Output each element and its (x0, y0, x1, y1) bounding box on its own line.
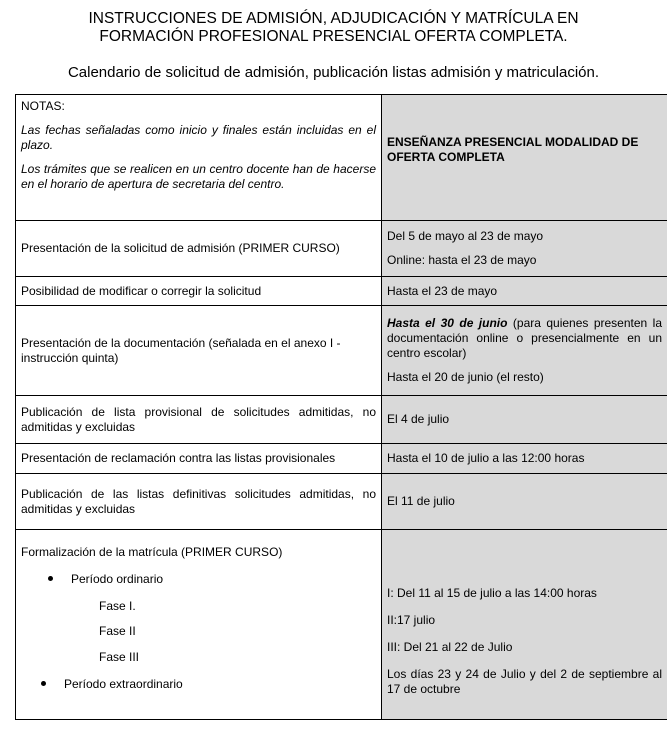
extraordinary-period-label: Período extraordinario (64, 677, 183, 691)
note-dates-included: Las fechas señaladas como inicio y finales están incluidas en el plazo. (21, 123, 376, 152)
modality-heading: ENSEÑANZA PRESENCIAL MODALIDAD DE OFERTA COMPLETA (387, 135, 639, 164)
row-value: Hasta el 23 de mayo (382, 277, 667, 306)
row-value: Del 5 de mayo al 23 de mayo (387, 229, 544, 243)
bullet-icon (41, 681, 46, 686)
table-row (16, 474, 667, 530)
row-label: Presentación de la solicitud de admisión (PRIMER CURSO) (16, 221, 382, 277)
row-label: Publicación de lista provisional de solicitudes admitidas, no admitidas y excluidas (16, 396, 382, 444)
table-row (16, 306, 667, 396)
table-row (16, 221, 667, 277)
enrollment-values-cell (382, 530, 667, 720)
row-label: Posibilidad de modificar o corregir la solicitud (16, 277, 382, 306)
row-label: Presentación de reclamación contra las listas provisionales (16, 444, 382, 474)
table-row (16, 396, 667, 444)
row-value-cell (382, 306, 667, 396)
modality-heading-cell (382, 95, 667, 221)
row-value: Online: hasta el 23 de mayo (387, 253, 537, 267)
phase-label: Fase II (99, 624, 136, 638)
table-row (16, 530, 667, 720)
row-value: Hasta el 20 de junio (el resto) (387, 370, 544, 384)
row-value (387, 316, 662, 361)
row-value-emphasis: Hasta el 30 de junio (387, 316, 508, 330)
document-title (0, 10, 667, 46)
enrollment-cell (16, 530, 382, 720)
note-office-hours: Los trámites que se realicen en un centro docente han de hacerse en el horario de apertura de secretaria del centro. (21, 162, 376, 191)
phase-label: Fase III (99, 650, 140, 664)
row-label: Publicación de las listas definitivas solicitudes admitidas, no admitidas y excluidas (16, 474, 382, 530)
row-label: Presentación de la documentación (señalada en el anexo I - instrucción quinta) (16, 306, 382, 396)
phase-label: Fase I. (99, 599, 136, 613)
list-item (21, 677, 376, 692)
row-value: III: Del 21 al 22 de Julio (387, 640, 513, 654)
notes-label: NOTAS: (21, 99, 65, 113)
notes-row (16, 95, 667, 221)
row-value: I: Del 11 al 15 de julio a las 14:00 horas (387, 586, 597, 600)
row-label: Formalización de la matrícula (PRIMER CURSO) (21, 545, 283, 559)
ordinary-period-label: Período ordinario (71, 572, 164, 586)
row-value: II:17 julio (387, 613, 436, 627)
document-subtitle: Calendario de solicitud de admisión, publicación listas admisión y matriculación. (67, 64, 600, 81)
row-value: Los días 23 y 24 de Julio y del 2 de septiembre al 17 de octubre (387, 667, 662, 696)
notes-cell (16, 95, 382, 221)
table-row (16, 444, 667, 474)
calendar-table (15, 94, 667, 720)
title-line-1: INSTRUCCIONES DE ADMISIÓN, ADJUDICACIÓN Y MATRÍCULA EN (88, 10, 579, 27)
bullet-icon (48, 576, 53, 581)
list-item (21, 572, 376, 587)
row-value: Hasta el 10 de julio a las 12:00 horas (382, 444, 667, 474)
table-row (16, 277, 667, 306)
row-value: El 11 de julio (382, 474, 667, 530)
title-line-2: FORMACIÓN PROFESIONAL PRESENCIAL OFERTA COMPLETA. (99, 28, 568, 45)
row-value-cell (382, 221, 667, 277)
row-value: El 4 de julio (382, 396, 667, 444)
row-value-rest: (para quienes presenten la documentación online o presencialmente en un centro escolar) (387, 316, 662, 360)
